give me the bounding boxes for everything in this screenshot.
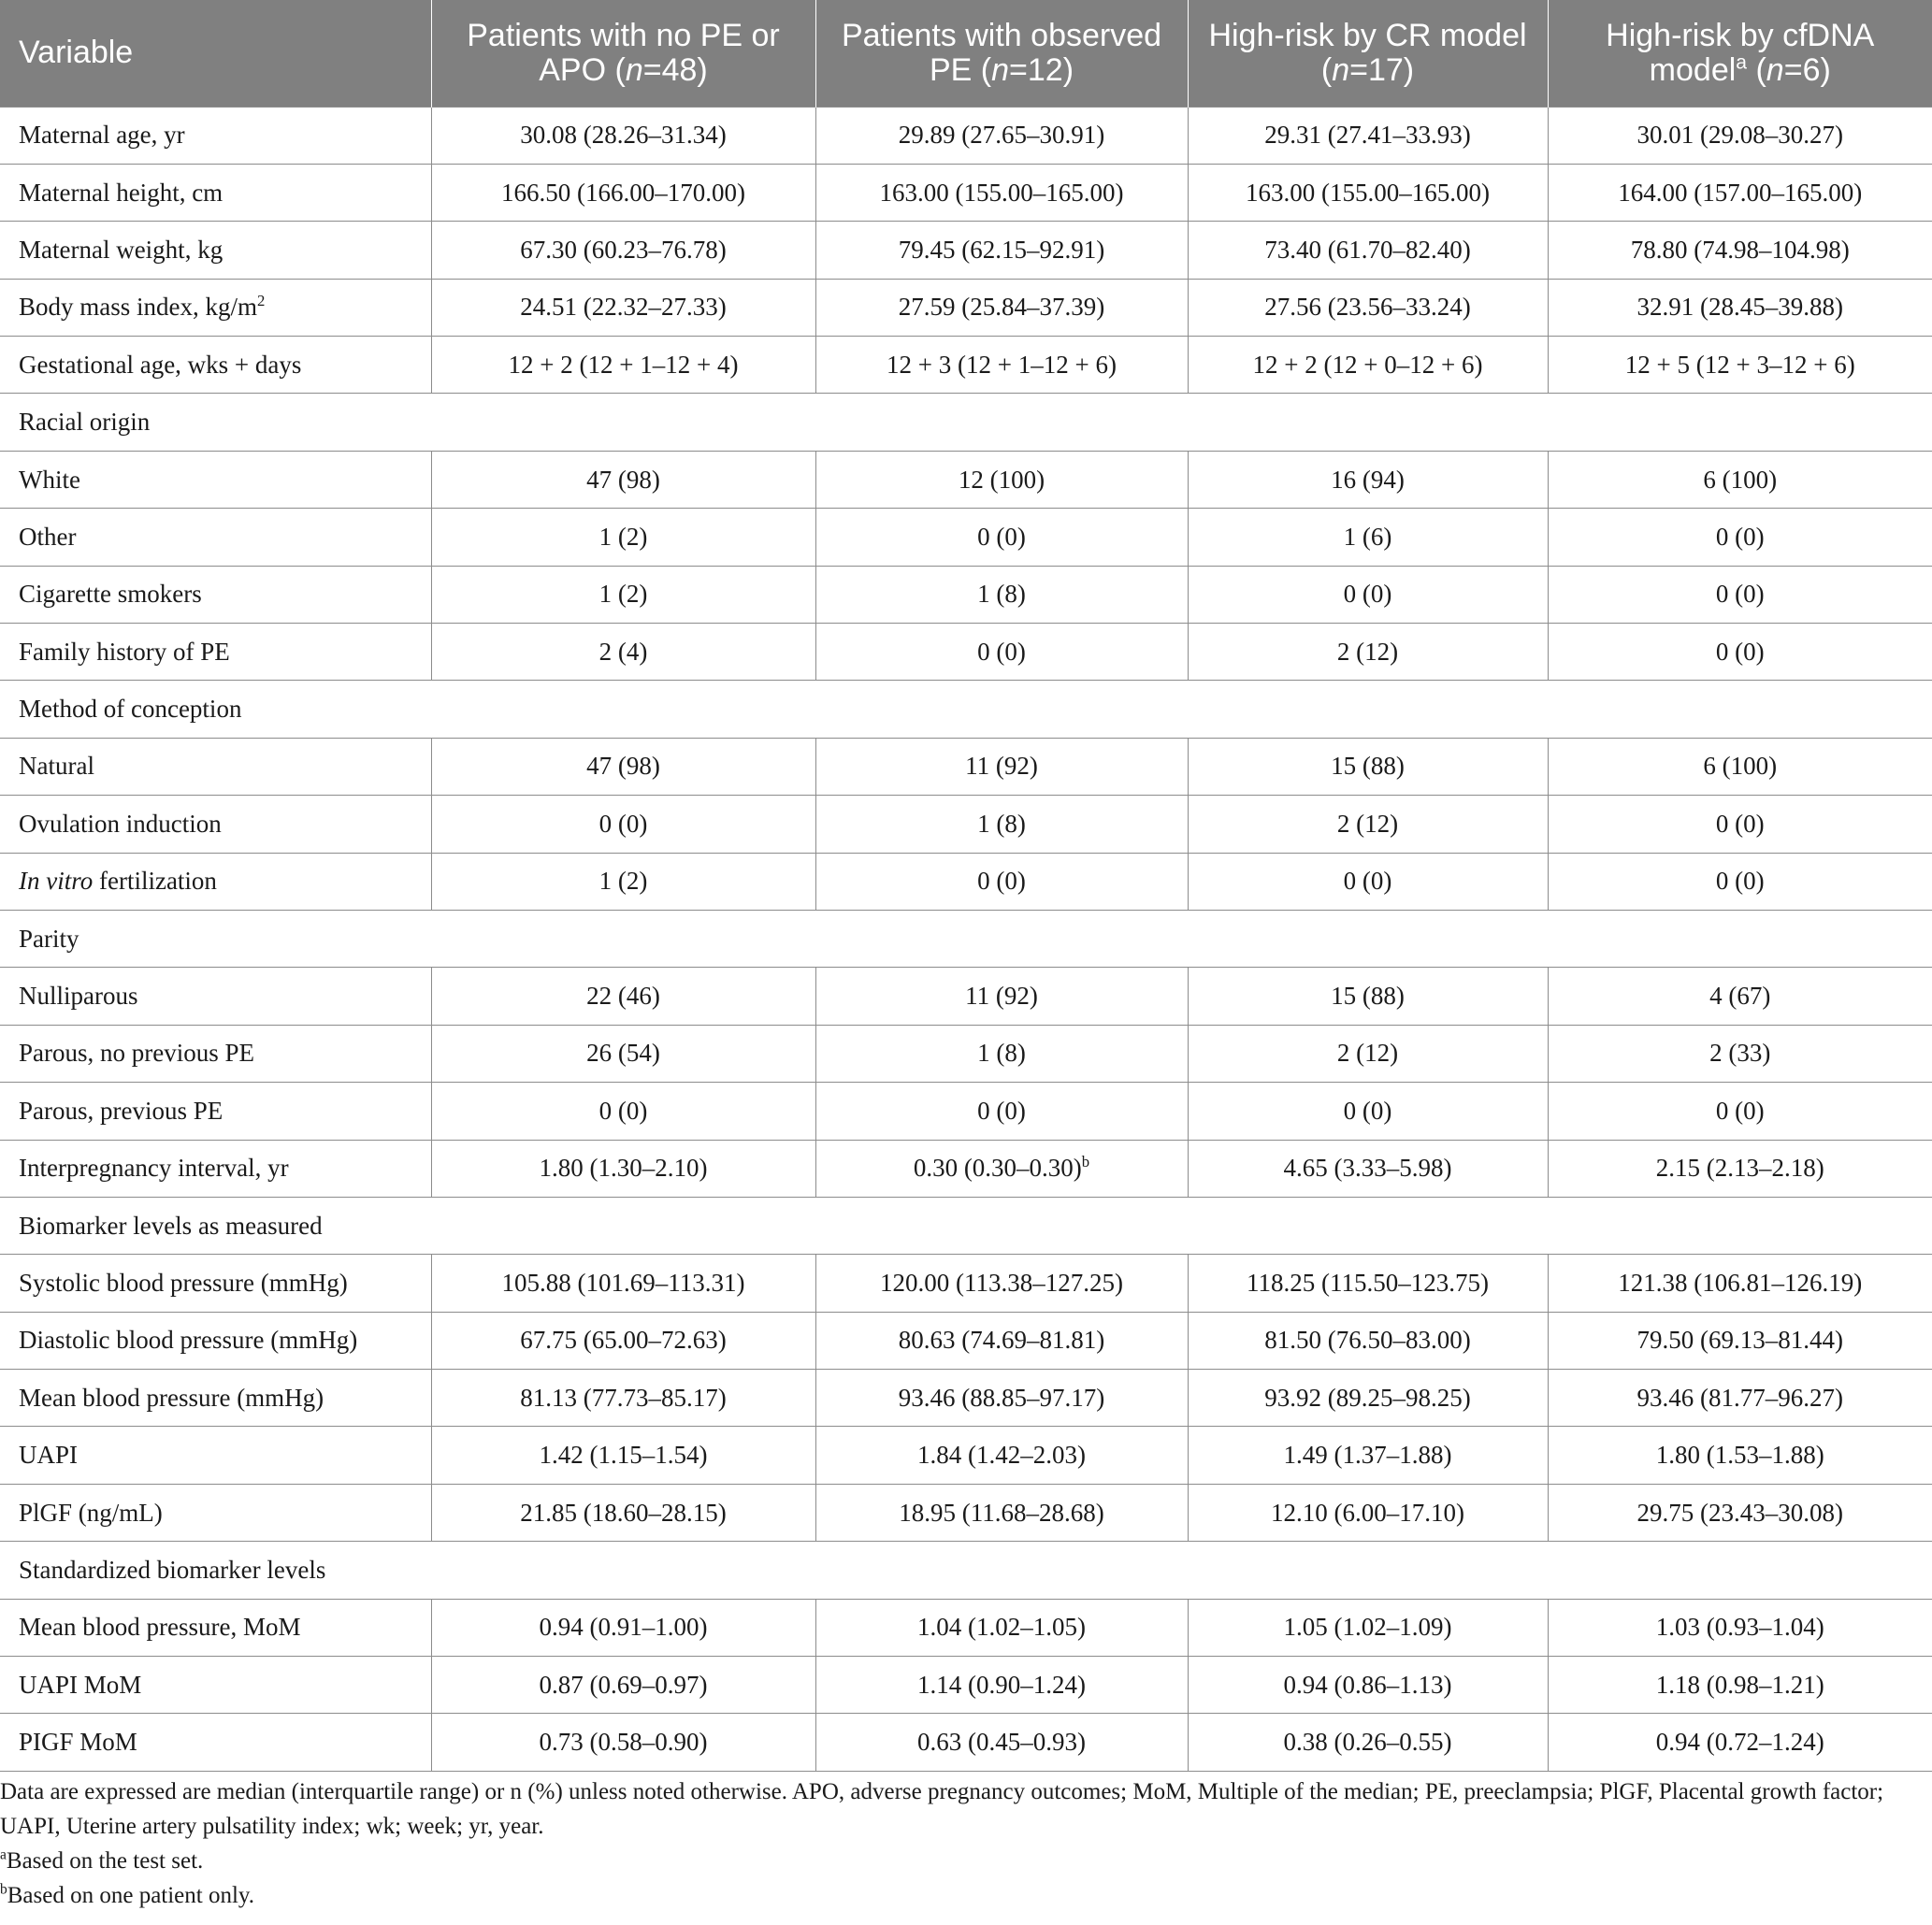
row-label: White — [0, 451, 431, 508]
table-row — [0, 164, 1932, 221]
row-label: Interpregnancy interval, yr — [0, 1140, 431, 1197]
table-cell: 80.63 (74.69–81.81) — [815, 1312, 1188, 1369]
section-row — [0, 1542, 1932, 1599]
table-cell: 164.00 (157.00–165.00) — [1548, 164, 1932, 221]
table-header — [0, 0, 1932, 107]
row-label: Systolic blood pressure (mmHg) — [0, 1255, 431, 1312]
table-row — [0, 451, 1932, 508]
section-heading: Method of conception — [0, 681, 1932, 738]
table-cell: 1.80 (1.53–1.88) — [1548, 1427, 1932, 1484]
table-body — [0, 107, 1932, 1771]
table-cell: 1 (6) — [1188, 509, 1548, 566]
table-row — [0, 1083, 1932, 1140]
table-row — [0, 337, 1932, 394]
section-row — [0, 910, 1932, 967]
table-cell: 1.03 (0.93–1.04) — [1548, 1599, 1932, 1656]
table-row — [0, 1484, 1932, 1541]
header-no-pe-or-apo: Patients with no PE or APO (n=48) — [431, 0, 815, 107]
table-cell: 11 (92) — [815, 968, 1188, 1025]
table-cell: 18.95 (11.68–28.68) — [815, 1484, 1188, 1541]
table-cell: 0.87 (0.69–0.97) — [431, 1657, 815, 1714]
table-cell: 12 + 5 (12 + 3–12 + 6) — [1548, 337, 1932, 394]
table-cell: 12 + 2 (12 + 1–12 + 4) — [431, 337, 815, 394]
table-cell: 12 + 2 (12 + 0–12 + 6) — [1188, 337, 1548, 394]
row-label: Natural — [0, 738, 431, 795]
table-cell: 47 (98) — [431, 738, 815, 795]
table-cell: 1.42 (1.15–1.54) — [431, 1427, 815, 1484]
table-cell: 1 (8) — [815, 566, 1188, 623]
table-cell: 0.73 (0.58–0.90) — [431, 1714, 815, 1771]
table-cell: 1 (2) — [431, 566, 815, 623]
section-row — [0, 1197, 1932, 1254]
table-row — [0, 566, 1932, 623]
table-row — [0, 1312, 1932, 1369]
table-cell: 12 + 3 (12 + 1–12 + 6) — [815, 337, 1188, 394]
table-cell: 163.00 (155.00–165.00) — [1188, 164, 1548, 221]
row-label: PIGF MoM — [0, 1714, 431, 1771]
row-label: UAPI — [0, 1427, 431, 1484]
table-cell: 0 (0) — [1548, 796, 1932, 853]
table-row — [0, 968, 1932, 1025]
table-cell: 2.15 (2.13–2.18) — [1548, 1140, 1932, 1197]
table-cell: 67.30 (60.23–76.78) — [431, 222, 815, 279]
table-row — [0, 222, 1932, 279]
table-footnotes — [0, 1774, 1908, 1913]
table-cell: 0 (0) — [815, 1083, 1188, 1140]
table-cell: 0 (0) — [1548, 566, 1932, 623]
section-heading: Parity — [0, 910, 1932, 967]
row-label: In vitro fertilization — [0, 853, 431, 910]
row-label: Cigarette smokers — [0, 566, 431, 623]
table-cell: 0 (0) — [1548, 624, 1932, 681]
footnote-a: $^a$Based on the test set. — [0, 1846, 204, 1874]
table-cell: 2 (33) — [1548, 1025, 1932, 1082]
table-cell: 0.38 (0.26–0.55) — [1188, 1714, 1548, 1771]
table-cell: 79.45 (62.15–92.91) — [815, 222, 1188, 279]
table-cell: 0 (0) — [815, 853, 1188, 910]
table-cell: 1 (2) — [431, 853, 815, 910]
row-label: Body mass index, $kg/m^2$ — [0, 279, 431, 336]
table-cell: 0 (0) — [1548, 1083, 1932, 1140]
table-cell: 16 (94) — [1188, 451, 1548, 508]
row-label: Other — [0, 509, 431, 566]
table-cell: 0 (0) — [1188, 853, 1548, 910]
table-cell: 1 (8) — [815, 1025, 1188, 1082]
table-cell: 24.51 (22.32–27.33) — [431, 279, 815, 336]
footnote-main: Data are expressed are median (interquartile range) or n (%) unless noted otherwise. APO, adverse pregnancy outcomes; MoM, Multiple of the median; PE, preeclampsia; PlGF, Placental growth factor; UAPI, Uterine artery pulsatility index; wk; week; yr, year. — [0, 1779, 1884, 1839]
table-cell: 81.13 (77.73–85.17) — [431, 1370, 815, 1427]
table-cell: 93.46 (81.77–96.27) — [1548, 1370, 1932, 1427]
table-cell: 21.85 (18.60–28.15) — [431, 1484, 815, 1541]
section-heading: Biomarker levels as measured — [0, 1197, 1932, 1254]
row-label: Nulliparous — [0, 968, 431, 1025]
table-cell: 47 (98) — [431, 451, 815, 508]
row-label: Maternal height, cm — [0, 164, 431, 221]
table-row — [0, 853, 1932, 910]
table-cell: 2 (4) — [431, 624, 815, 681]
row-label: Parous, no previous PE — [0, 1025, 431, 1082]
row-label: Maternal age, yr — [0, 107, 431, 164]
table-cell: 12.10 (6.00–17.10) — [1188, 1484, 1548, 1541]
table-cell: 0 (0) — [1188, 1083, 1548, 1140]
table-row — [0, 1599, 1932, 1656]
table-cell: 0 (0) — [815, 509, 1188, 566]
table-cell: 0.94 (0.91–1.00) — [431, 1599, 815, 1656]
table-cell: 4 (67) — [1548, 968, 1932, 1025]
table-cell: 26 (54) — [431, 1025, 815, 1082]
table-cell: 118.25 (115.50–123.75) — [1188, 1255, 1548, 1312]
table-cell: 2 (12) — [1188, 1025, 1548, 1082]
row-label: Diastolic blood pressure (mmHg) — [0, 1312, 431, 1369]
table-cell: 12 (100) — [815, 451, 1188, 508]
table-row — [0, 1427, 1932, 1484]
header-observed-pe: Patients with observed PE (n=12) — [815, 0, 1188, 107]
header-cfdna-model: High-risk by cfDNA model$^a$ (n=6) — [1548, 0, 1932, 107]
table-row — [0, 738, 1932, 795]
table-cell: 1 (2) — [431, 509, 815, 566]
table-cell: 1.49 (1.37–1.88) — [1188, 1427, 1548, 1484]
table-cell: 0 (0) — [431, 1083, 815, 1140]
table-cell: 29.75 (23.43–30.08) — [1548, 1484, 1932, 1541]
table-cell: 163.00 (155.00–165.00) — [815, 164, 1188, 221]
table-cell: 15 (88) — [1188, 738, 1548, 795]
section-heading: Standardized biomarker levels — [0, 1542, 1932, 1599]
row-label: Family history of PE — [0, 624, 431, 681]
table-cell: 29.31 (27.41–33.93) — [1188, 107, 1548, 164]
table-row — [0, 796, 1932, 853]
table-row — [0, 1657, 1932, 1714]
table-cell: 0 (0) — [1188, 566, 1548, 623]
table-row — [0, 1255, 1932, 1312]
table-row — [0, 509, 1932, 566]
table-cell: 73.40 (61.70–82.40) — [1188, 222, 1548, 279]
table-cell: 22 (46) — [431, 968, 815, 1025]
table-cell: 0.94 (0.86–1.13) — [1188, 1657, 1548, 1714]
table-cell: 0 (0) — [815, 624, 1188, 681]
table-cell: 121.38 (106.81–126.19) — [1548, 1255, 1932, 1312]
table-cell: 30.08 (28.26–31.34) — [431, 107, 815, 164]
table-cell: 4.65 (3.33–5.98) — [1188, 1140, 1548, 1197]
table-cell: 1.14 (0.90–1.24) — [815, 1657, 1188, 1714]
table-cell: 11 (92) — [815, 738, 1188, 795]
row-label: Mean blood pressure (mmHg) — [0, 1370, 431, 1427]
table-cell: 1 (8) — [815, 796, 1188, 853]
table-cell: 1.84 (1.42–2.03) — [815, 1427, 1188, 1484]
table-cell: 0.63 (0.45–0.93) — [815, 1714, 1188, 1771]
table-row — [0, 279, 1932, 336]
row-label: UAPI MoM — [0, 1657, 431, 1714]
table-row — [0, 1714, 1932, 1771]
table-cell: 6 (100) — [1548, 738, 1932, 795]
table-cell: 67.75 (65.00–72.63) — [431, 1312, 815, 1369]
table-cell: 6 (100) — [1548, 451, 1932, 508]
table-row — [0, 107, 1932, 164]
table-cell: 27.59 (25.84–37.39) — [815, 279, 1188, 336]
row-label: Mean blood pressure, MoM — [0, 1599, 431, 1656]
table-cell: 1.18 (0.98–1.21) — [1548, 1657, 1932, 1714]
table-cell: 27.56 (23.56–33.24) — [1188, 279, 1548, 336]
table-cell: 93.92 (89.25–98.25) — [1188, 1370, 1548, 1427]
table-cell: 1.04 (1.02–1.05) — [815, 1599, 1188, 1656]
table-cell: 2 (12) — [1188, 796, 1548, 853]
table-row — [0, 1370, 1932, 1427]
table-cell: 29.89 (27.65–30.91) — [815, 107, 1188, 164]
row-label: Ovulation induction — [0, 796, 431, 853]
table-cell: 0.94 (0.72–1.24) — [1548, 1714, 1932, 1771]
table-cell: 79.50 (69.13–81.44) — [1548, 1312, 1932, 1369]
table-cell: 0 (0) — [1548, 853, 1932, 910]
table-cell: 2 (12) — [1188, 624, 1548, 681]
table-cell: 120.00 (113.38–127.25) — [815, 1255, 1188, 1312]
row-label: Gestational age, wks + days — [0, 337, 431, 394]
section-row — [0, 681, 1932, 738]
table-cell: 78.80 (74.98–104.98) — [1548, 222, 1932, 279]
table-cell: 0.30 $(0.30-0.30)^b$ — [815, 1140, 1188, 1197]
table-cell: 30.01 (29.08–30.27) — [1548, 107, 1932, 164]
table-cell: 1.80 (1.30–2.10) — [431, 1140, 815, 1197]
table-row — [0, 1140, 1932, 1197]
header-cr-model: High-risk by CR model (n=17) — [1188, 0, 1548, 107]
table-cell: 81.50 (76.50–83.00) — [1188, 1312, 1548, 1369]
section-heading: Racial origin — [0, 394, 1932, 451]
table-cell: 0 (0) — [1548, 509, 1932, 566]
table-cell: 0 (0) — [431, 796, 815, 853]
table-cell: 166.50 (166.00–170.00) — [431, 164, 815, 221]
section-row — [0, 394, 1932, 451]
row-label: Parous, previous PE — [0, 1083, 431, 1140]
table-row — [0, 1025, 1932, 1082]
header-variable: Variable — [0, 0, 431, 107]
table-row — [0, 624, 1932, 681]
header-row — [0, 0, 1932, 107]
table-cell: 105.88 (101.69–113.31) — [431, 1255, 815, 1312]
table-cell: 1.05 (1.02–1.09) — [1188, 1599, 1548, 1656]
table-cell: 15 (88) — [1188, 968, 1548, 1025]
row-label: Maternal weight, kg — [0, 222, 431, 279]
table-cell: 32.91 (28.45–39.88) — [1548, 279, 1932, 336]
row-label: PlGF (ng/mL) — [0, 1484, 431, 1541]
footnote-b: $^b$Based on one patient only. — [0, 1881, 255, 1908]
table-cell: 93.46 (88.85–97.17) — [815, 1370, 1188, 1427]
